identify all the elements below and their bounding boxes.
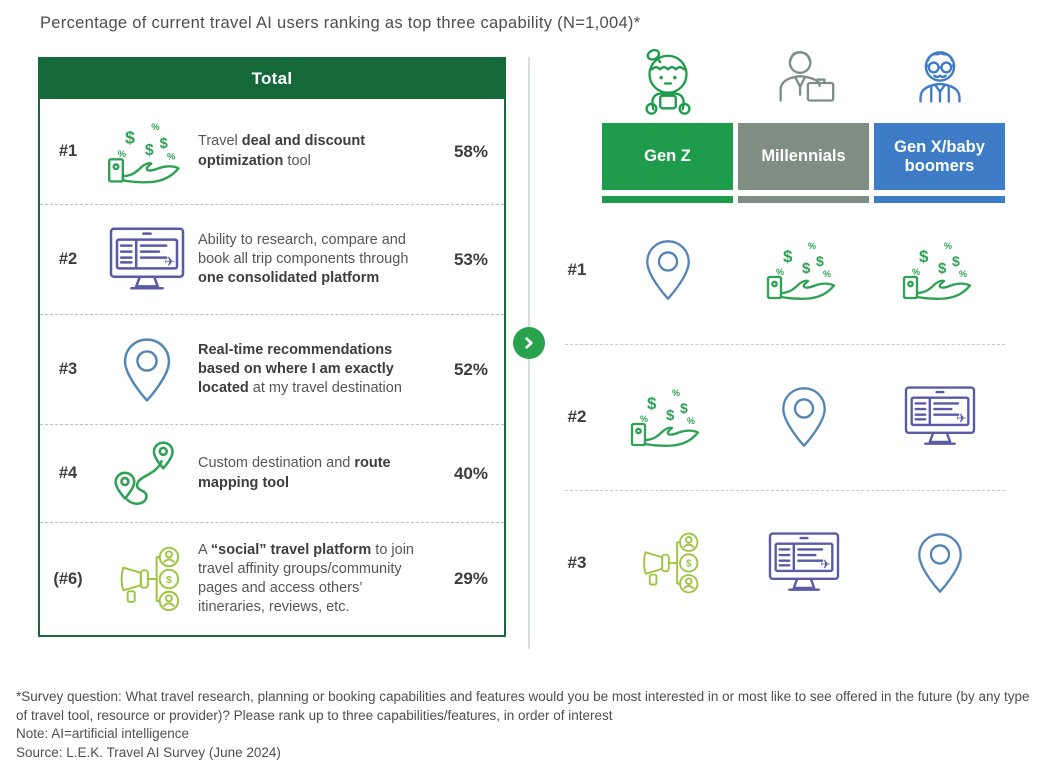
capability-icon-cell xyxy=(96,116,198,188)
total-ranking-table xyxy=(38,57,506,637)
generation-label-millennials: Millennials xyxy=(738,123,869,190)
generation-label-gen-x: Gen X/baby boomers xyxy=(874,123,1005,190)
rank-label: #4 xyxy=(58,464,78,482)
deal-hand-icon xyxy=(625,383,711,451)
ranking-row xyxy=(543,382,1005,452)
location-pin-icon xyxy=(105,334,189,406)
deal-hand-icon xyxy=(897,236,983,304)
footnotes xyxy=(16,688,1030,763)
percentage-value: 52% xyxy=(453,359,488,379)
rank-label: (#6) xyxy=(53,569,83,588)
table-row xyxy=(40,523,504,635)
table-row xyxy=(40,315,504,425)
ranked-icon-cell xyxy=(602,528,733,598)
generation-underline xyxy=(738,196,869,203)
location-pin-icon xyxy=(761,383,847,451)
gen-x-icon xyxy=(903,47,977,119)
footnote-survey-question: *Survey question: What travel research, planning or booking capabilities and features would you be most interested in or most like to see offered in the future (by any type of travel tool, resource or provider)? Please rank up to three capabilities/features, in order of interest xyxy=(16,689,1030,723)
capability-description: Custom destination and route mapping tool xyxy=(198,455,391,491)
ranked-icon-cell xyxy=(602,235,733,305)
ranking-row xyxy=(543,235,1005,305)
millennial-icon xyxy=(767,47,841,119)
capability-icon-cell xyxy=(96,334,198,406)
capability-description: Travel deal and discount optimization tool xyxy=(198,133,366,169)
ranked-icon-cell xyxy=(602,382,733,452)
persona-cell xyxy=(602,47,733,119)
table-header-total: Total xyxy=(40,59,504,99)
capability-icon-cell xyxy=(96,224,198,296)
rank-label: #3 xyxy=(567,553,587,572)
ranked-icon-cell xyxy=(738,382,869,452)
row-separator xyxy=(565,490,1005,491)
percentage-value: 40% xyxy=(453,463,488,483)
ranked-icon-cell xyxy=(738,528,869,598)
percentage-value: 29% xyxy=(453,569,488,588)
ranked-icon-cell xyxy=(738,235,869,305)
capability-icon-cell xyxy=(96,438,198,510)
percentage-value: 53% xyxy=(453,249,488,269)
rank-label: #1 xyxy=(567,260,587,279)
generation-panel xyxy=(543,45,1005,649)
capability-icon-cell xyxy=(96,543,198,615)
capability-description: Ability to research, compare and book all trip components through one consolidated platform xyxy=(198,231,409,287)
rank-label: #1 xyxy=(58,142,78,160)
percentage-value: 58% xyxy=(453,141,488,161)
social-megaphone-icon xyxy=(105,543,189,615)
deal-hand-icon xyxy=(761,236,847,304)
page-title: Percentage of current travel AI users ranking as top three capability (N=1,004)* xyxy=(40,14,641,32)
monitor-ticket-icon xyxy=(105,224,189,296)
gen-z-icon xyxy=(631,47,705,119)
deal-hand-icon xyxy=(105,116,189,188)
persona-cell xyxy=(738,47,869,119)
footnote-note: Note: AI=artificial intelligence xyxy=(16,726,189,742)
rank-label: #2 xyxy=(58,250,78,268)
ranked-icon-cell xyxy=(874,528,1005,598)
route-map-icon xyxy=(105,438,189,510)
rank-label: #2 xyxy=(567,407,587,426)
table-row xyxy=(40,425,504,523)
row-separator xyxy=(565,344,1005,345)
social-megaphone-icon xyxy=(625,529,711,597)
ranked-icon-cell xyxy=(874,382,1005,452)
table-row xyxy=(40,205,504,315)
capability-description: A “social” travel platform to join travel affinity groups/community pages and access others’ itineraries, reviews, etc. xyxy=(198,541,414,616)
table-row xyxy=(40,99,504,205)
monitor-ticket-icon xyxy=(897,383,983,451)
ranked-icon-cell xyxy=(874,235,1005,305)
location-pin-icon xyxy=(625,236,711,304)
monitor-ticket-icon xyxy=(761,529,847,597)
generation-label-gen-z: Gen Z xyxy=(602,123,733,190)
capability-description: Real-time recommendations based on where I am exactly located at my travel destination xyxy=(198,341,402,397)
persona-row xyxy=(543,45,1005,121)
generation-underline xyxy=(874,196,1005,203)
location-pin-icon xyxy=(897,529,983,597)
rank-label: #3 xyxy=(58,360,78,378)
generation-underline xyxy=(602,196,733,203)
ranking-row xyxy=(543,528,1005,598)
footnote-source: Source: L.E.K. Travel AI Survey (June 2024) xyxy=(16,744,281,760)
chevron-right-icon xyxy=(513,327,545,359)
persona-cell xyxy=(874,47,1005,119)
